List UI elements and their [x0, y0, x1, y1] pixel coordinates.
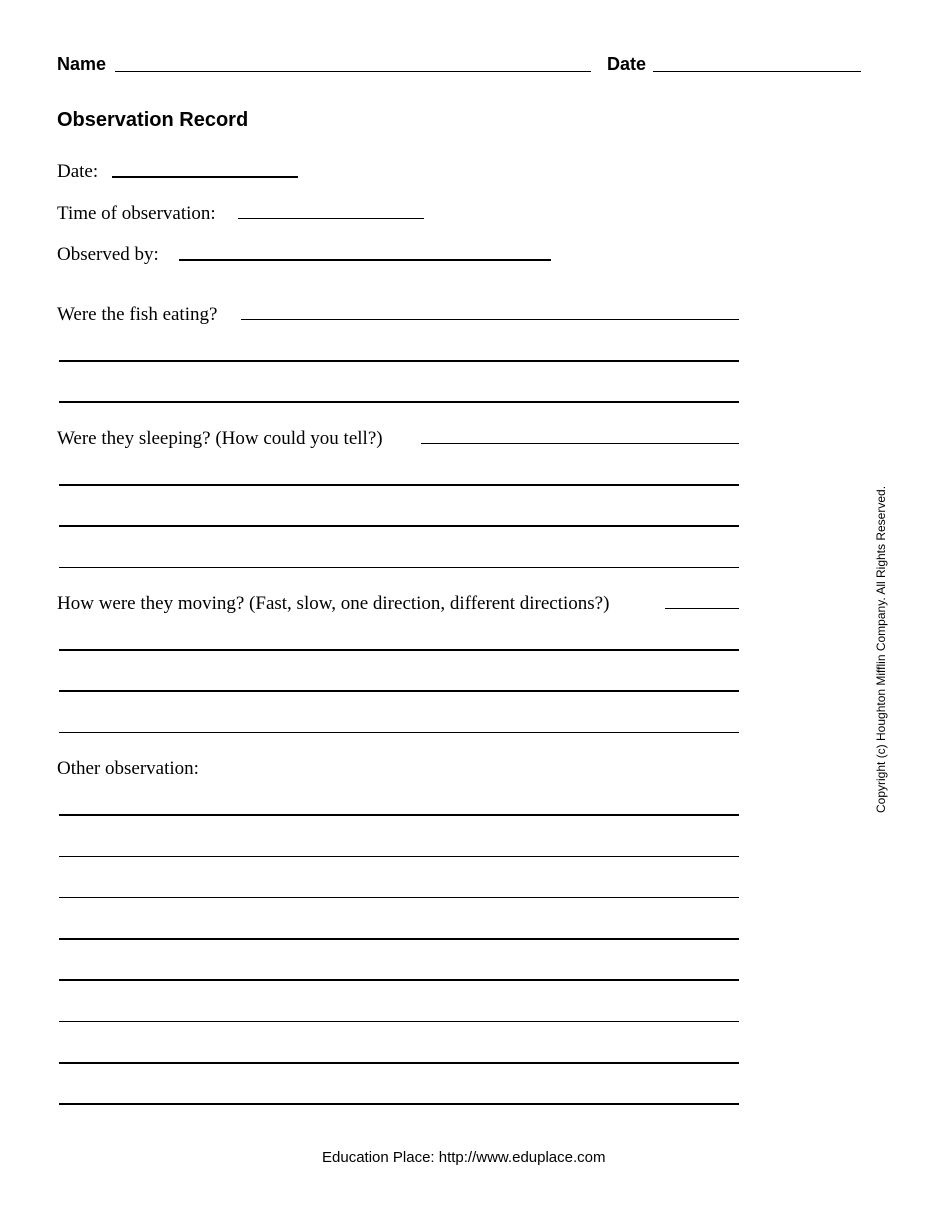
- moving-line-3[interactable]: [59, 732, 739, 733]
- question-moving: How were they moving? (Fast, slow, one direction, different directions?): [57, 593, 610, 614]
- sleeping-line-3[interactable]: [59, 567, 739, 568]
- question-other: Other observation:: [57, 758, 199, 779]
- observed-by-line[interactable]: [179, 259, 551, 261]
- sleeping-line-1[interactable]: [59, 484, 739, 486]
- moving-inline-line[interactable]: [665, 608, 739, 609]
- footer-text: Education Place: http://www.eduplace.com: [322, 1149, 606, 1166]
- other-line-4[interactable]: [59, 938, 739, 940]
- other-line-2[interactable]: [59, 856, 739, 857]
- time-field-label: Time of observation:: [57, 203, 216, 224]
- other-line-5[interactable]: [59, 979, 739, 981]
- time-field-line[interactable]: [238, 218, 424, 219]
- moving-line-2[interactable]: [59, 690, 739, 692]
- date-field-line[interactable]: [112, 176, 298, 178]
- name-label: Name: [57, 54, 107, 74]
- other-line-6[interactable]: [59, 1021, 739, 1022]
- other-line-7[interactable]: [59, 1062, 739, 1064]
- page-title: Observation Record: [57, 109, 249, 131]
- question-sleeping: Were they sleeping? (How could you tell?): [57, 428, 383, 449]
- other-line-8[interactable]: [59, 1103, 739, 1105]
- copyright-notice: Copyright (c) Houghton Mifflin Company. All Rights Reserved.: [874, 485, 888, 813]
- name-line[interactable]: [115, 71, 591, 72]
- moving-line-1[interactable]: [59, 649, 739, 651]
- sleeping-inline-line[interactable]: [421, 443, 739, 444]
- date-field-label: Date:: [57, 161, 99, 182]
- sleeping-line-2[interactable]: [59, 525, 739, 527]
- other-line-1[interactable]: [59, 814, 739, 816]
- eating-line-2[interactable]: [59, 401, 739, 403]
- header-date-line[interactable]: [653, 71, 861, 72]
- observed-by-label: Observed by:: [57, 244, 159, 265]
- question-eating: Were the fish eating?: [57, 304, 218, 325]
- header-date-label: Date: [607, 54, 647, 74]
- eating-line-1[interactable]: [59, 360, 739, 362]
- eating-inline-line[interactable]: [241, 319, 739, 320]
- other-line-3[interactable]: [59, 897, 739, 898]
